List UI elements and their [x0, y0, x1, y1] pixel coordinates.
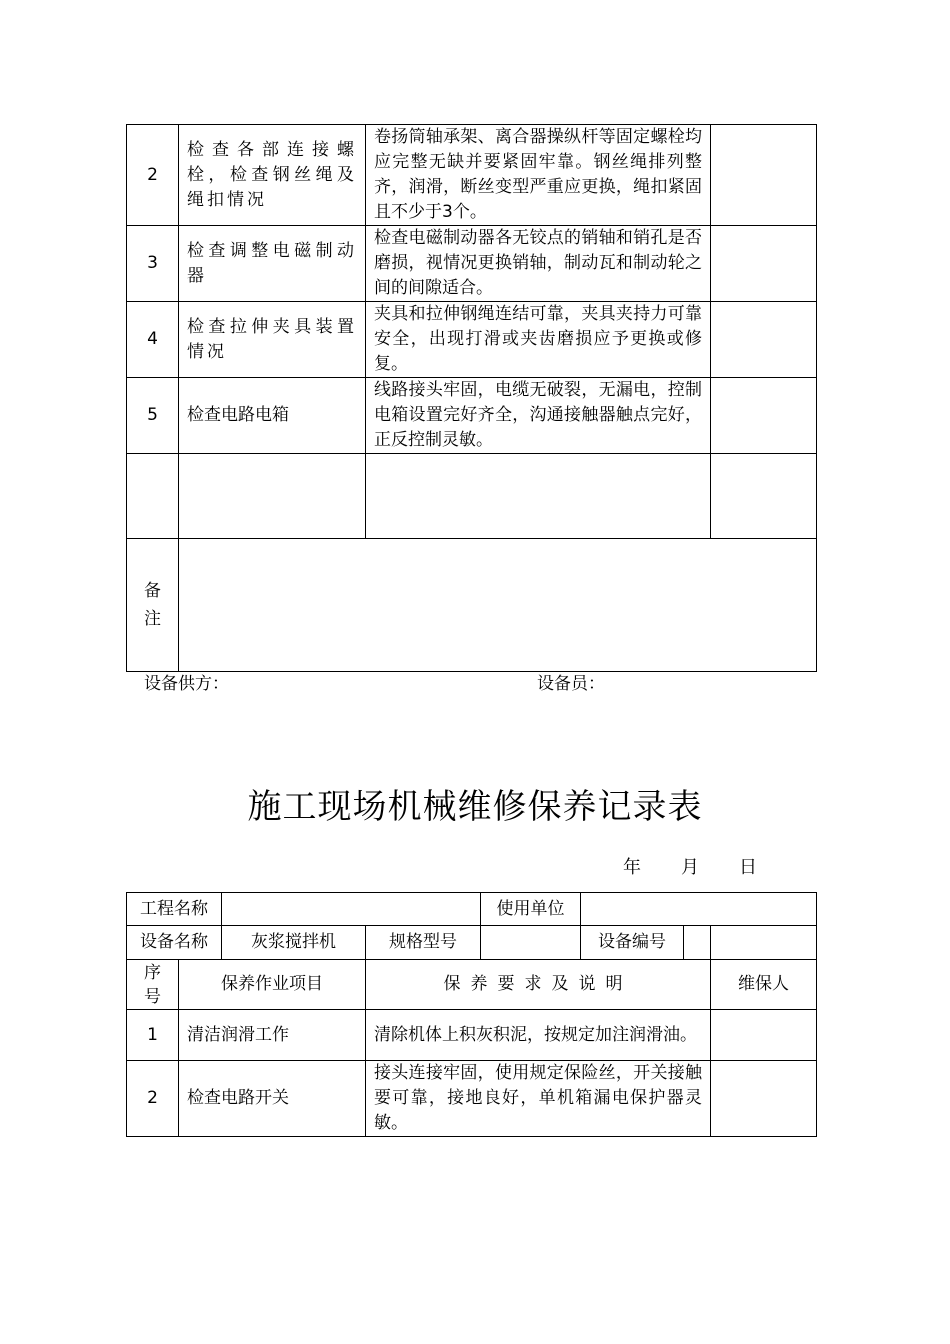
table-row: [127, 302, 817, 378]
maintenance-item: 检查各部连接螺栓，检查钢丝绳及绳扣情况: [179, 125, 366, 226]
equipment-no-field-extra[interactable]: [711, 926, 817, 960]
project-row: [127, 893, 817, 926]
user-unit-label: 使用单位: [481, 893, 581, 926]
equipment-name-label: 设备名称: [127, 926, 222, 960]
maintenance-requirement: 接头连接牢固，使用规定保险丝，开关接触要可靠，接地良好，单机箱漏电保护器灵敏。: [366, 1061, 711, 1137]
maintainer-cell[interactable]: [711, 302, 817, 378]
empty-cell[interactable]: [366, 454, 711, 539]
row-number: 2: [127, 1061, 179, 1137]
date-day-label: 日: [739, 857, 757, 878]
maintainer-cell[interactable]: [711, 226, 817, 302]
maintenance-requirement: 卷扬筒轴承架、离合器操纵杆等固定螺栓均应完整无缺并要紧固牢靠。钢丝绳排列整齐，润滑，断丝变型严重应更换，绳扣紧固且不少于3个。: [366, 125, 711, 226]
officer-signature-label: 设备员：: [537, 674, 605, 694]
model-field[interactable]: [481, 926, 581, 960]
date-year-label: 年: [623, 857, 641, 878]
row-number: 2: [127, 125, 179, 226]
maintenance-record-table: [126, 892, 817, 1137]
header-maintainer: 维保人: [711, 960, 817, 1010]
table-row: [127, 1061, 817, 1137]
equipment-no-cell: [581, 926, 711, 960]
empty-cell[interactable]: [711, 454, 817, 539]
maintenance-requirement: 清除机体上积灰积泥，按规定加注润滑油。: [366, 1010, 711, 1061]
table-row: [127, 378, 817, 454]
maintainer-cell[interactable]: [711, 125, 817, 226]
maintainer-cell[interactable]: [711, 1061, 817, 1137]
row-number: 4: [127, 302, 179, 378]
continued-maintenance-table: [126, 124, 817, 672]
remarks-field[interactable]: [179, 539, 817, 672]
remarks-row: [127, 539, 817, 672]
remarks-label: 备 注: [127, 539, 179, 672]
date-month-label: 月: [681, 857, 699, 878]
maintenance-requirement: 夹具和拉伸钢绳连结可靠，夹具夹持力可靠安全，出现打滑或夹齿磨损应予更换或修复。: [366, 302, 711, 378]
table-row: [127, 1010, 817, 1061]
form-title: 施工现场机械维修保养记录表: [247, 787, 703, 827]
maintenance-item: 检查电路开关: [179, 1061, 366, 1137]
table-row: [127, 226, 817, 302]
equipment-name-field[interactable]: 灰浆搅拌机: [222, 926, 366, 960]
maintenance-item: 检查拉伸夹具装置情况: [179, 302, 366, 378]
header-item: 保养作业项目: [179, 960, 366, 1010]
equipment-no-field[interactable]: [684, 926, 710, 959]
table-row: [127, 125, 817, 226]
empty-cell[interactable]: [127, 454, 179, 539]
equipment-row: [127, 926, 817, 960]
maintenance-item: 检查电路电箱: [179, 378, 366, 454]
maintenance-item: 检查调整电磁制动器: [179, 226, 366, 302]
maintenance-requirement: 线路接头牢固，电缆无破裂，无漏电，控制电箱设置完好齐全，沟通接触器触点完好，正反控制灵敏。: [366, 378, 711, 454]
header-requirement: 保养要求及说明: [366, 960, 711, 1010]
maintenance-requirement: 检查电磁制动器各无铰点的销轴和销孔是否磨损，视情况更换销轴，制动瓦和制动轮之间的间隙适合。: [366, 226, 711, 302]
project-name-field[interactable]: [222, 893, 481, 926]
header-row: [127, 960, 817, 1010]
supplier-signature-label: 设备供方：: [144, 674, 229, 694]
project-name-label: 工程名称: [127, 893, 222, 926]
row-number: 1: [127, 1010, 179, 1061]
maintainer-cell[interactable]: [711, 1010, 817, 1061]
user-unit-field[interactable]: [581, 893, 817, 926]
empty-row: [127, 454, 817, 539]
maintenance-item: 清洁润滑工作: [179, 1010, 366, 1061]
equipment-no-label: 设备编号: [581, 926, 684, 959]
header-number: 序 号: [127, 960, 179, 1010]
model-label: 规格型号: [366, 926, 481, 960]
empty-cell[interactable]: [179, 454, 366, 539]
row-number: 5: [127, 378, 179, 454]
row-number: 3: [127, 226, 179, 302]
maintainer-cell[interactable]: [711, 378, 817, 454]
